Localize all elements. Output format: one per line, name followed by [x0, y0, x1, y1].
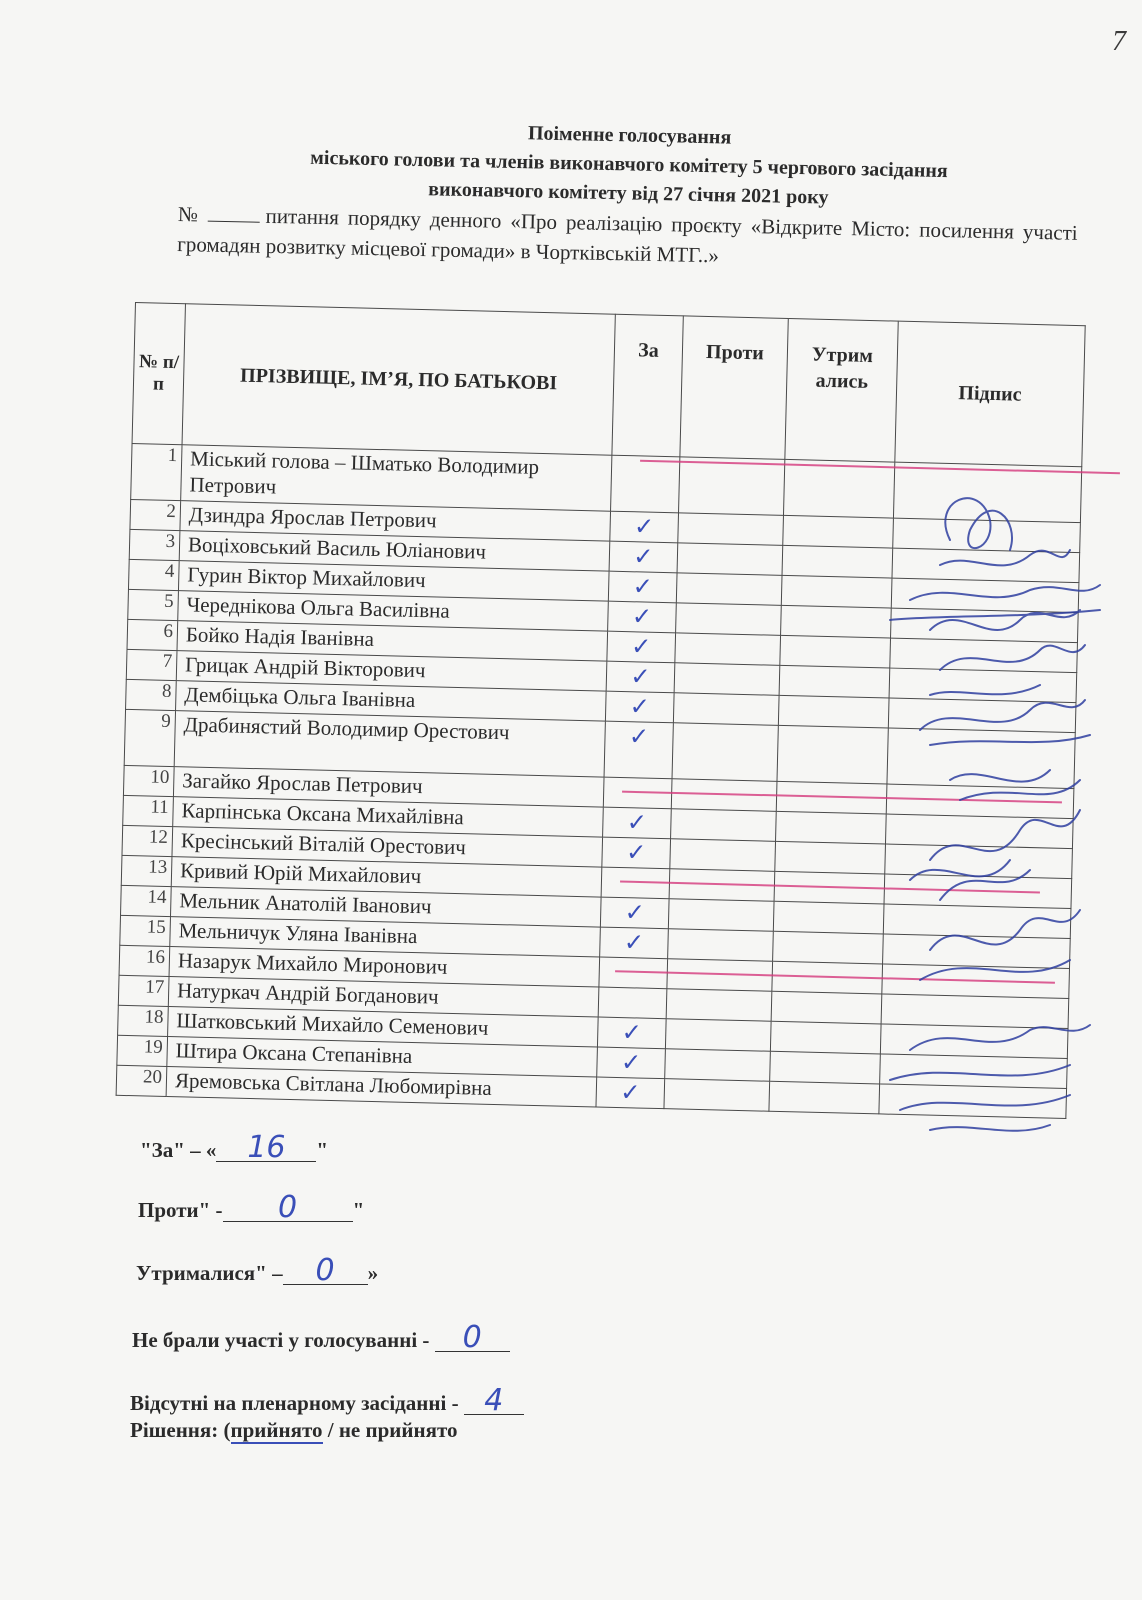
summary-absent-label: Відсутні на пленарному засіданні -: [130, 1391, 459, 1415]
summary-not-voting: [132, 1320, 510, 1355]
row-number: 15: [120, 915, 171, 946]
summary-against: [138, 1190, 365, 1225]
member-name: Кривий Юрій Михайлович: [171, 857, 602, 897]
summary-decision: [130, 1418, 457, 1443]
member-name: Карпінська Оксана Михайлівна: [173, 797, 604, 837]
summary-not-voting-label: Не брали участі у голосуванні -: [132, 1328, 430, 1352]
vote-against-cell: [665, 1049, 771, 1082]
member-name: Назарук Михайло Миронович: [169, 947, 600, 987]
decision-label: Рішення: (: [130, 1418, 231, 1442]
header-abstained: Утрим ались: [785, 318, 898, 462]
member-name: Міський голова – Шматько Володимир Петрович: [181, 445, 612, 511]
vote-against-cell: [672, 723, 778, 782]
summary-against-end: ": [352, 1198, 365, 1222]
vote-for-mark: ✓: [596, 1077, 665, 1109]
vote-against-cell: [670, 839, 776, 872]
vote-abstained-cell: [775, 841, 886, 874]
vote-abstained-cell: [770, 1051, 881, 1084]
member-name: Шатковський Михайло Семенович: [168, 1007, 599, 1047]
member-name: Мельник Анатолій Іванович: [170, 887, 601, 927]
summary-against-label: Проти" -: [138, 1198, 223, 1222]
vote-for-mark: ✓: [603, 807, 672, 839]
summary-absent-value: 4: [464, 1388, 524, 1415]
vote-against-cell: [679, 457, 785, 516]
row-number: 16: [119, 945, 170, 976]
vote-for-mark: ✓: [607, 631, 676, 663]
member-name: Мельничук Уляна Іванівна: [170, 917, 601, 957]
header-signature: Підпис: [895, 321, 1085, 467]
row-number: 3: [129, 529, 180, 560]
vote-for-mark: ✓: [597, 1047, 666, 1079]
agenda-prefix: №: [177, 201, 202, 227]
row-number: 13: [121, 855, 172, 886]
vote-abstained-cell: [770, 1021, 881, 1054]
table-header-row: [132, 303, 1085, 467]
signature-scribbles: [870, 480, 1110, 1170]
vote-against-cell: [678, 513, 784, 546]
member-name: Бойко Надія Іванівна: [177, 621, 608, 661]
vote-against-cell: [664, 1079, 770, 1112]
member-name: Загайко Ярослав Петрович: [173, 767, 604, 807]
row-number: 10: [123, 765, 174, 796]
row-number: 20: [116, 1065, 167, 1096]
member-name: Кресінський Віталій Орестович: [172, 827, 603, 867]
row-number: 5: [128, 589, 179, 620]
vote-against-cell: [668, 929, 774, 962]
vote-against-cell: [671, 809, 777, 842]
heading-line-2: міського голови та членів виконавчого комітету 5 чергового засідання: [310, 146, 948, 183]
vote-for-mark: ✓: [604, 721, 673, 779]
vote-for-mark: ✓: [608, 571, 677, 603]
decision-accepted: прийнято: [230, 1418, 323, 1442]
row-number: 12: [122, 825, 173, 856]
row-number: 7: [126, 649, 177, 680]
vote-against-cell: [666, 989, 772, 1022]
summary-abstained: [136, 1253, 379, 1288]
summary-for: [140, 1130, 329, 1165]
member-name: Воціховський Василь Юліанович: [179, 531, 610, 571]
vote-for-mark: [598, 987, 667, 1019]
vote-against-cell: [675, 633, 781, 666]
decision-rest: / не прийнято: [322, 1418, 458, 1442]
row-number: 2: [130, 499, 181, 530]
row-number: 17: [118, 975, 169, 1006]
vote-for-mark: ✓: [597, 1017, 666, 1049]
vote-against-cell: [665, 1019, 771, 1052]
row-number: 1: [131, 443, 182, 500]
vote-against-cell: [674, 663, 780, 696]
summary-for-label: "За" – «: [140, 1138, 217, 1162]
vote-for-mark: ✓: [610, 511, 679, 543]
row-number: 18: [118, 1005, 169, 1036]
vote-for-mark: ✓: [609, 541, 678, 573]
member-name: Череднікова Ольга Василівна: [178, 591, 609, 631]
document-heading: [177, 112, 1080, 278]
row-number: 9: [124, 709, 175, 766]
agenda-text: питання порядку денного «Про реалізацію проєкту «Відкрите Місто: посилення участі громадян розвитку місцевої громади» в Чортківській МТГ..»: [176, 203, 1078, 268]
row-number: 11: [123, 795, 174, 826]
summary-abstained-label: Утрималися" –: [136, 1261, 283, 1285]
vote-abstained-cell: [773, 931, 884, 964]
member-name: Гурин Віктор Михайлович: [178, 561, 609, 601]
summary-against-value: 0: [223, 1195, 353, 1222]
summary-abstained-end: »: [367, 1261, 379, 1285]
vote-against-cell: [676, 573, 782, 606]
vote-for-mark: ✓: [600, 897, 669, 929]
vote-for-mark: [611, 455, 680, 513]
vote-for-mark: ✓: [605, 691, 674, 723]
row-number: 14: [121, 885, 172, 916]
header-num: № п/п: [132, 303, 185, 445]
row-number: 19: [117, 1035, 168, 1066]
summary-for-value: 16: [216, 1135, 316, 1162]
member-name: Дембіцька Ольга Іванівна: [176, 681, 607, 721]
vote-for-mark: ✓: [608, 601, 677, 633]
vote-abstained-cell: [771, 991, 882, 1024]
member-name: Яремовська Світлана Любомирівна: [166, 1067, 597, 1107]
heading-line-1: Поіменне голосування: [527, 122, 732, 149]
header-name: ПРІЗВИЩЕ, ІМ’Я, ПО БАТЬКОВІ: [182, 304, 615, 455]
summary-not-voting-value: 0: [435, 1325, 510, 1352]
agenda-number-blank: [207, 221, 259, 223]
vote-against-cell: [676, 603, 782, 636]
header-against: Проти: [680, 316, 788, 460]
summary-for-end: ": [316, 1138, 329, 1162]
member-name: Натуркач Андрій Богданович: [168, 977, 599, 1017]
vote-abstained-cell: [769, 1081, 880, 1114]
heading-line-3: виконавчого комітету від 27 січня 2021 року: [428, 178, 829, 209]
row-number: 6: [127, 619, 178, 650]
member-name: Грицак Андрій Вікторович: [176, 651, 607, 691]
vote-against-cell: [677, 543, 783, 576]
header-for: За: [612, 314, 683, 457]
summary-abstained-value: 0: [283, 1258, 368, 1285]
page-number: 7: [1112, 26, 1126, 57]
member-name: Штира Оксана Степанівна: [167, 1037, 598, 1077]
vote-for-mark: ✓: [602, 837, 671, 869]
vote-abstained-cell: [773, 901, 884, 934]
vote-for-mark: ✓: [600, 927, 669, 959]
member-name: Дзиндра Ярослав Петрович: [180, 501, 611, 541]
summary-absent: [130, 1383, 524, 1418]
row-number: 8: [126, 679, 177, 710]
member-name: Драбинястий Володимир Орестович: [174, 711, 605, 777]
vote-against-cell: [668, 899, 774, 932]
vote-for-mark: ✓: [606, 661, 675, 693]
vote-against-cell: [673, 693, 779, 726]
row-number: 4: [128, 559, 179, 590]
